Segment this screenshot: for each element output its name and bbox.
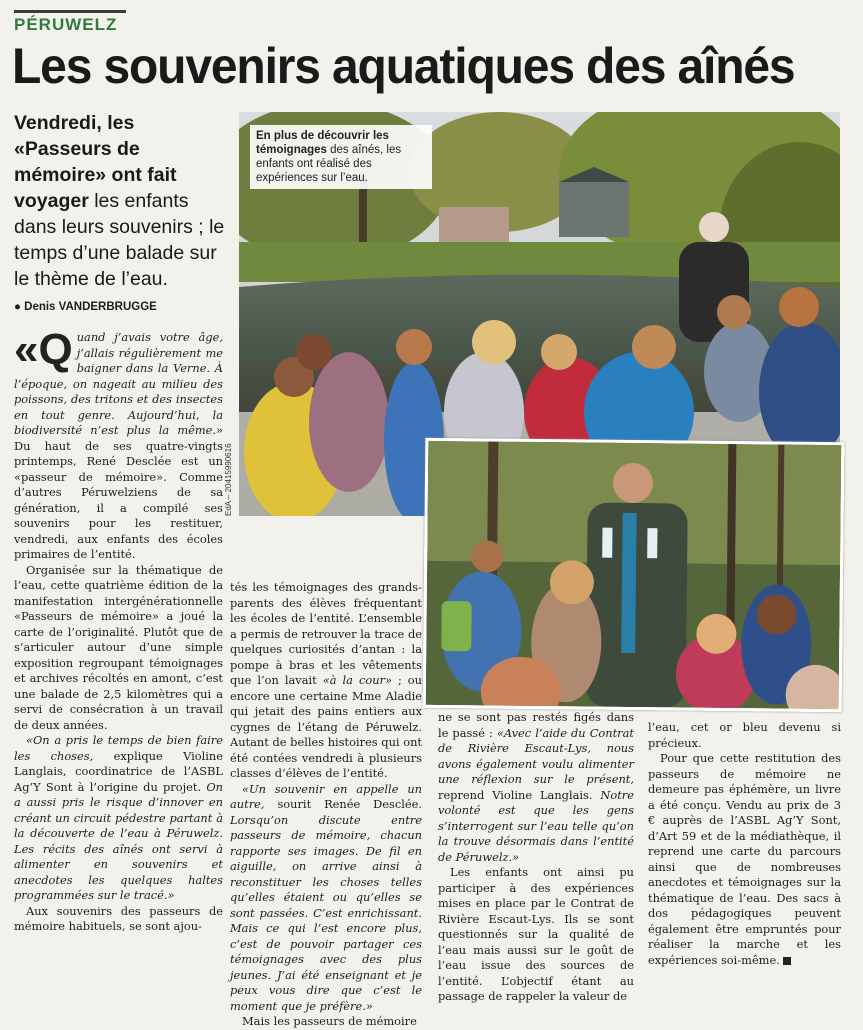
end-of-article-icon xyxy=(783,957,791,965)
lede-bold: Vendredi, les «Passeurs de mémoire» ont fait voyager xyxy=(14,112,177,212)
col3-p1-a: ne se sont pas restés figés dans le passé : xyxy=(438,710,634,740)
col1-p1-quote: uand j’avais votre âge, j’allais régulièrement me baigner dans la Verne. À l’époque, on nageait au milieu des poissons, des tritons et des insectes en tout genre. Aujourd’hui, la biodiversité n’est plus la même.» xyxy=(14,330,223,437)
caption-bold: En plus de découvrir les témoignages xyxy=(256,130,389,156)
lede-rest: les enfants dans leurs souvenirs ; le temps d’une balade sur le thème de l’eau. xyxy=(14,190,225,290)
col3-p1-quote-b: Notre volonté est que les gens s’interrogent sur l’eau telle qu’on la trouve désormais dans l’entité de Péruwelz.» xyxy=(438,787,634,864)
col2-p2-quote-b: Lorsqu’on discute entre passeurs de mémoire, chacun rapporte ses images. De fil en aiguille, on arrive ainsi à reconstituer les choses telles qu’elles étaient ou qu’elles se sont passées. C’est enrichissant. Mais ce qui l’est encore plus, c’est de pouvoir partager ces témoignages avec des plus jeunes. J’ai été enseignant et je peux vous dire que c’est le moment que je préfère.» xyxy=(230,812,422,1013)
col2-p2-quote-a: «Un souvenir en appelle un autre, xyxy=(230,781,422,811)
article-column-1 xyxy=(14,325,223,935)
col2-paragraph-1 xyxy=(230,580,422,782)
section-label: PÉRUWELZ xyxy=(14,10,126,35)
photo-caption xyxy=(250,125,432,189)
col3-p1-quote-a: «Avec l’aide du Contrat de Rivière Escaut-Lys, nous avons également voulu alimenter une réflexion sur le présent, xyxy=(438,725,634,786)
col1-paragraph-4: Aux souvenirs des passeurs de mémoire habituels, se sont ajou- xyxy=(14,903,223,933)
col3-p1-mid: reprend Violine Langlais. xyxy=(438,787,601,802)
drop-quote: «Q xyxy=(14,325,73,374)
col1-paragraph-1 xyxy=(14,325,223,563)
col1-p1-rest: Du haut de ses quatre-vingts printemps, René Desclée est un «passeur de mémoire». Comme d’autres Péruwelziens de sa génération, il a compilé ses souvenirs pour les restituer, vendredi, aux enfants des écoles primaires de l’entité. xyxy=(14,438,223,561)
col4-paragraph-1: l’eau, cet or bleu devenu si précieux. xyxy=(648,720,841,750)
photo-credit: EdA – 20415990616 xyxy=(224,443,233,516)
col1-paragraph-2: Organisée sur la thématique de l’eau, cette quatrième édition de la manifestation intergénérationnelle «Passeurs de mémoire» a joué la carte de l’originalité. Plutôt que de s’articuler autour d’une simple exposition regroupant témoignages et archives récoltés en amont, c’est une balade de 2,5 kilomètres qui a servi de consécration à un travail de deux années. xyxy=(14,562,223,732)
article-column-3 xyxy=(438,710,634,1005)
col2-p2-mid: sourit Renée Desclée. xyxy=(264,797,422,811)
col1-p3-quote-b: On a aussi pris le risque d’innover en créant un circuit pédestre partant à la découverte de l’eau à Péruwelz. Les récits des aînés ont servi à alimenter en souvenirs et anecdotes les quelques haltes programmées sur le tracé.» xyxy=(14,779,223,902)
col1-paragraph-3 xyxy=(14,733,223,904)
col3-paragraph-2: Les enfants ont ainsi pu participer à des expériences mises en place par le Contrat de Rivière Escaut-Lys. Ils se sont questionnés sur la qualité de l’eau mais aussi sur le goût de l’eau issue des sources de l’entité. L’objectif étant au passage de rappeler la valeur de xyxy=(438,865,634,1003)
col4-p2-text: Pour que cette restitution des passeurs de mémoire ne demeure pas éphémère, un livre a été conçu. Vendu au prix de 3 € auprès de l’ASBL Ag’Y Sont, d’Art 59 et de la médiathèque, il reprend une carte du parcours ainsi que de nombreuses anecdotes et témoignages sur la thématique de l’eau. Des sacs à dos pédagogiques peuvent également être empruntés pour réaliser la marche et les expériences soi-même. xyxy=(648,751,841,967)
caption-rest: des aînés, les enfants ont réalisé des expériences sur l’eau. xyxy=(256,144,402,184)
col2-paragraph-2 xyxy=(230,782,422,1015)
col2-p1-a: tés les témoignages des grands-parents des élèves fréquentant les écoles de l’entité. L’ensemble a permis de retrouver la trace de quelques curiosités d’antan : la pompe à bras et les vêtements que l’on lavait xyxy=(230,580,422,687)
col1-p3-mid: explique Violine Langlais, coordinatrice de l’ASBL Ag’Y Sont à l’origine du projet. xyxy=(14,748,223,794)
col1-p3-quote-a: «On a pris le temps de bien faire les choses, xyxy=(14,733,223,763)
col2-p1-quote: «à la cour» xyxy=(316,673,392,687)
byline: ● Denis VANDERBRUGGE xyxy=(14,301,157,313)
article-column-2 xyxy=(230,580,422,1030)
photo-water-experiment-image xyxy=(426,441,842,709)
col2-p1-rest: ; ou encore une certaine Mme Aladie qui jetait des pains entiers aux cygnes de l’étang de Péruwelz. Autant de belles histoires qui ont été contées vendredi à plusieurs classes d’élèves de l’entité. xyxy=(230,673,423,780)
col4-paragraph-2 xyxy=(648,751,841,968)
photo-water-experiment xyxy=(423,438,845,712)
col2-paragraph-3: Mais les passeurs de mémoire xyxy=(242,1014,417,1028)
article-lede xyxy=(14,110,236,292)
article-title: Les souvenirs aquatiques des aînés xyxy=(12,38,795,94)
col3-paragraph-1 xyxy=(438,710,634,865)
article-column-4 xyxy=(648,720,841,968)
